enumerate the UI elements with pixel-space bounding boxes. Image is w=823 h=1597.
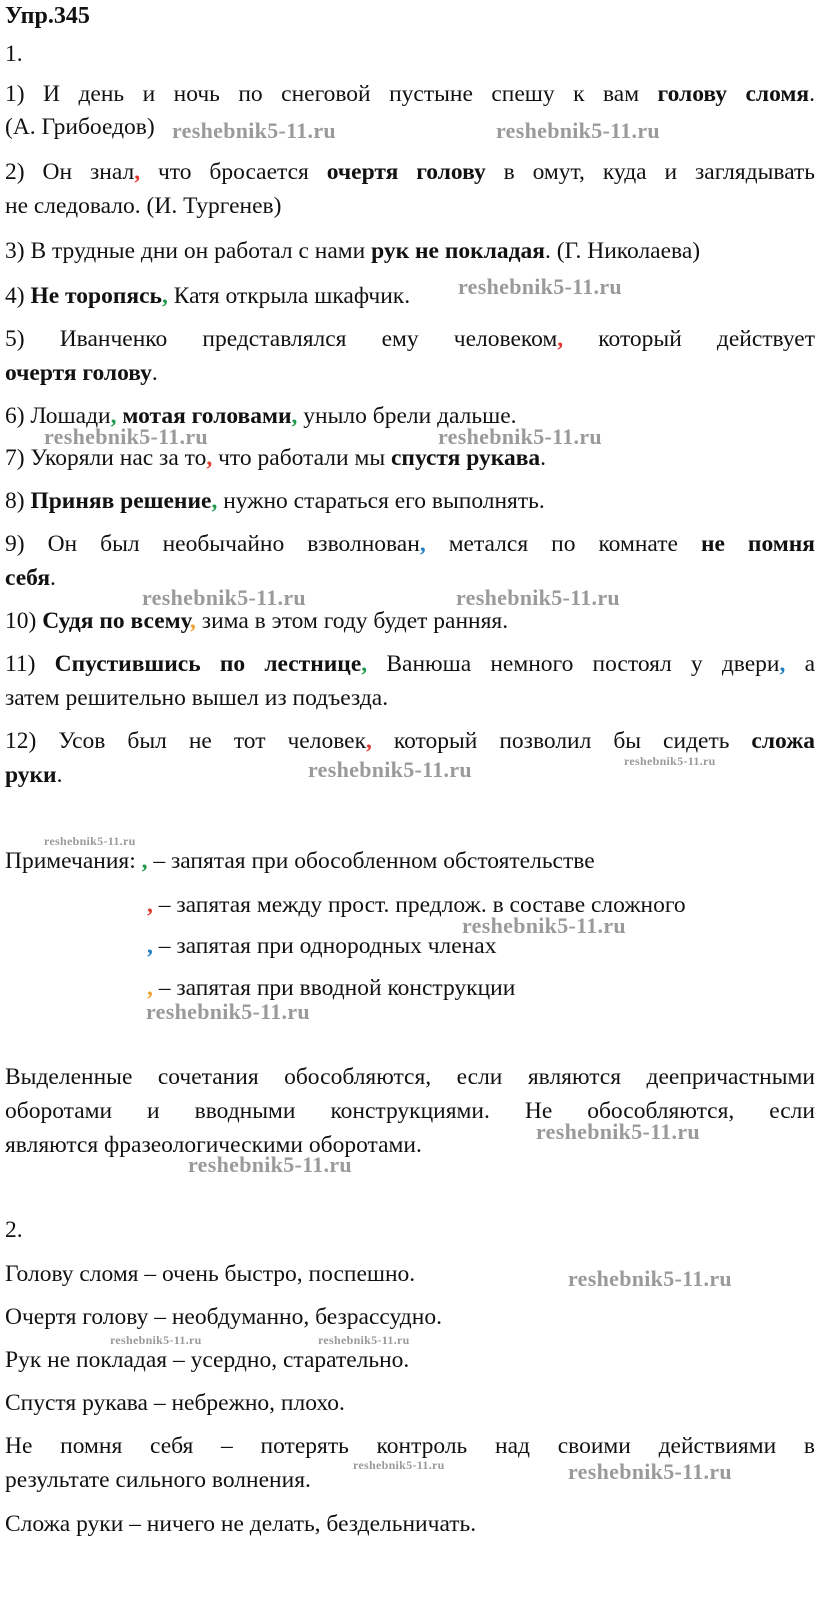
watermark: reshebnik5-11.ru (44, 424, 208, 449)
idiom-1: Голову сломя – очень быстро, поспешно. (5, 1261, 416, 1287)
idiom-5-line-2: результате сильного волнения. (5, 1467, 311, 1493)
watermark: reshebnik5-11.ru (462, 913, 626, 938)
idiom-2: Очертя голову – необдуманно, безрассудно. (5, 1304, 442, 1330)
watermark: reshebnik5-11.ru (624, 754, 716, 768)
watermark: reshebnik5-11.ru (44, 834, 136, 848)
exercise-title: Упр.345 (5, 3, 90, 29)
sentence-9-line-2: себя. (5, 565, 56, 591)
notes-item-green: Примечания: , – запятая при обособленном обстоятельстве (5, 848, 595, 874)
sentence-12-line-2: руки. (5, 762, 63, 788)
part-2-label: 2. (5, 1217, 23, 1243)
idiom-3: Рук не покладая – усердно, старательно. (5, 1347, 410, 1373)
watermark: reshebnik5-11.ru (353, 1458, 445, 1472)
sentence-2-line-1: 2) Он знал, что бросается очертя голову в омут, куда и заглядывать (5, 159, 816, 185)
sentence-12-line-1: 12) Усов был не тот человек, который позволил бы сидеть сложа (5, 728, 815, 754)
notes-item-red: , – запятая между прост. предлож. в составе сложного (147, 892, 686, 918)
watermark: reshebnik5-11.ru (172, 118, 336, 143)
watermark: reshebnik5-11.ru (110, 1333, 202, 1347)
sentence-10: 10) Судя по всему, зима в этом году будет ранняя. (5, 608, 509, 634)
sentence-5-line-2: очертя голову. (5, 360, 158, 386)
sentence-3: 3) В трудные дни он работал с нами рук не покладая. (Г. Николаева) (5, 238, 701, 264)
sentence-1-line-2: (А. Грибоедов) (5, 114, 155, 140)
conclusion-line-1: Выделенные сочетания обособляются, если являются деепричастными (5, 1064, 815, 1090)
watermark: reshebnik5-11.ru (458, 274, 622, 299)
sentence-11-line-1: 11) Спустившись по лестнице, Ванюша немного постоял у двери, а (5, 651, 816, 677)
sentence-6: 6) Лошади, мотая головами, уныло брели дальше. (5, 403, 517, 429)
watermark: reshebnik5-11.ru (146, 999, 310, 1024)
watermark: reshebnik5-11.ru (188, 1152, 352, 1177)
sentence-1-line-1: 1) И день и ночь по снеговой пустыне спешу к вам голову сломя. (5, 81, 816, 107)
watermark: reshebnik5-11.ru (568, 1459, 732, 1484)
conclusion-line-2: оборотами и вводными конструкциями. Не обособляются, если (5, 1098, 815, 1124)
watermark: reshebnik5-11.ru (318, 1333, 410, 1347)
notes-item-blue: , – запятая при однородных членах (147, 933, 497, 959)
sentence-2-line-2: не следовало. (И. Тургенев) (5, 193, 282, 219)
idiom-6: Сложа руки – ничего не делать, бездельничать. (5, 1511, 477, 1537)
sentence-7: 7) Укоряли нас за то, что работали мы спустя рукава. (5, 445, 547, 471)
notes-label: Примечания: (5, 848, 136, 874)
sentence-5-line-1: 5) Иванченко представлялся ему человеком, который действует (5, 326, 815, 352)
sentence-11-line-2: затем решительно вышел из подъезда. (5, 685, 389, 711)
conclusion-line-3: являются фразеологическими оборотами. (5, 1132, 422, 1158)
watermark: reshebnik5-11.ru (438, 424, 602, 449)
part-1-label: 1. (5, 41, 23, 67)
sentence-9-line-1: 9) Он был необычайно взволнован, метался по комнате не помня (5, 531, 816, 557)
notes-item-orange: , – запятая при вводной конструкции (147, 975, 516, 1001)
idiom-5-line-1: Не помня себя – потерять контроль над своими действиями в (5, 1433, 815, 1459)
idiom-4: Спустя рукава – небрежно, плохо. (5, 1390, 345, 1416)
watermark: reshebnik5-11.ru (536, 1119, 700, 1144)
watermark: reshebnik5-11.ru (568, 1266, 732, 1291)
watermark: reshebnik5-11.ru (456, 585, 620, 610)
sentence-4: 4) Не торопясь, Катя открыла шкафчик. (5, 283, 411, 309)
watermark: reshebnik5-11.ru (142, 585, 306, 610)
watermark: reshebnik5-11.ru (308, 757, 472, 782)
sentence-8: 8) Приняв решение, нужно стараться его выполнять. (5, 488, 545, 514)
watermark: reshebnik5-11.ru (496, 118, 660, 143)
